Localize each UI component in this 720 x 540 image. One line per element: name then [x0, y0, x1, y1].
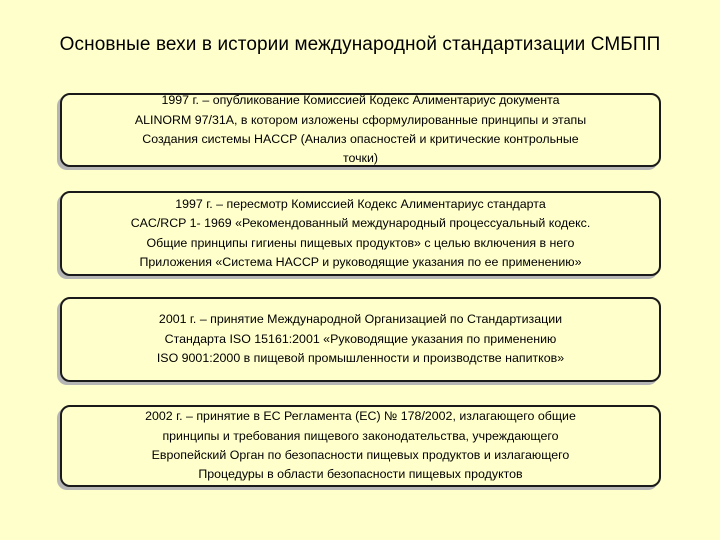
milestone-box-2002-eu-regulation	[60, 405, 661, 487]
milestone-text: 1997 г. – пересмотр Комиссией Кодекс Алиментариус стандарта CAC/RCP 1- 1969 «Рекомендованный международный процессуальный кодекс. Общие принципы гигиены пищевых продуктов» с целью включения в него Приложения «Система HACCP и руководящие указания по ее применению»	[130, 196, 591, 269]
milestone-box-1997-alinorm	[60, 93, 661, 167]
milestone-box-2001-iso	[60, 297, 661, 382]
milestone-box-1997-cac-rcp	[60, 191, 661, 276]
milestone-text: 1997 г. – опубликование Комиссией Кодекс Алиментариус документа ALINORM 97/31A, в котором изложены сформулированные принципы и этапы Создания системы HACCP (Анализ опасностей и критические контрольные точки)	[134, 93, 587, 166]
slide-title: Основные вехи в истории международной стандартизации СМБПП	[59, 34, 661, 55]
milestone-text: 2001 г. – принятие Международной Организацией по Стандартизации Стандарта ISO 15161:2001 «Руководящие указания по применению ISO 9001:2000 в пищевой промышленности и производстве напитков»	[156, 312, 565, 366]
milestone-text: 2002 г. – принятие в ЕС Регламента (ЕС) № 178/2002, излагающего общие принципы и требования пищевого законодательства, учреждающего Европейский Орган по безопасности пищевых продуктов и излагающего Процедуры в области безопасности пищевых продуктов	[145, 409, 576, 482]
